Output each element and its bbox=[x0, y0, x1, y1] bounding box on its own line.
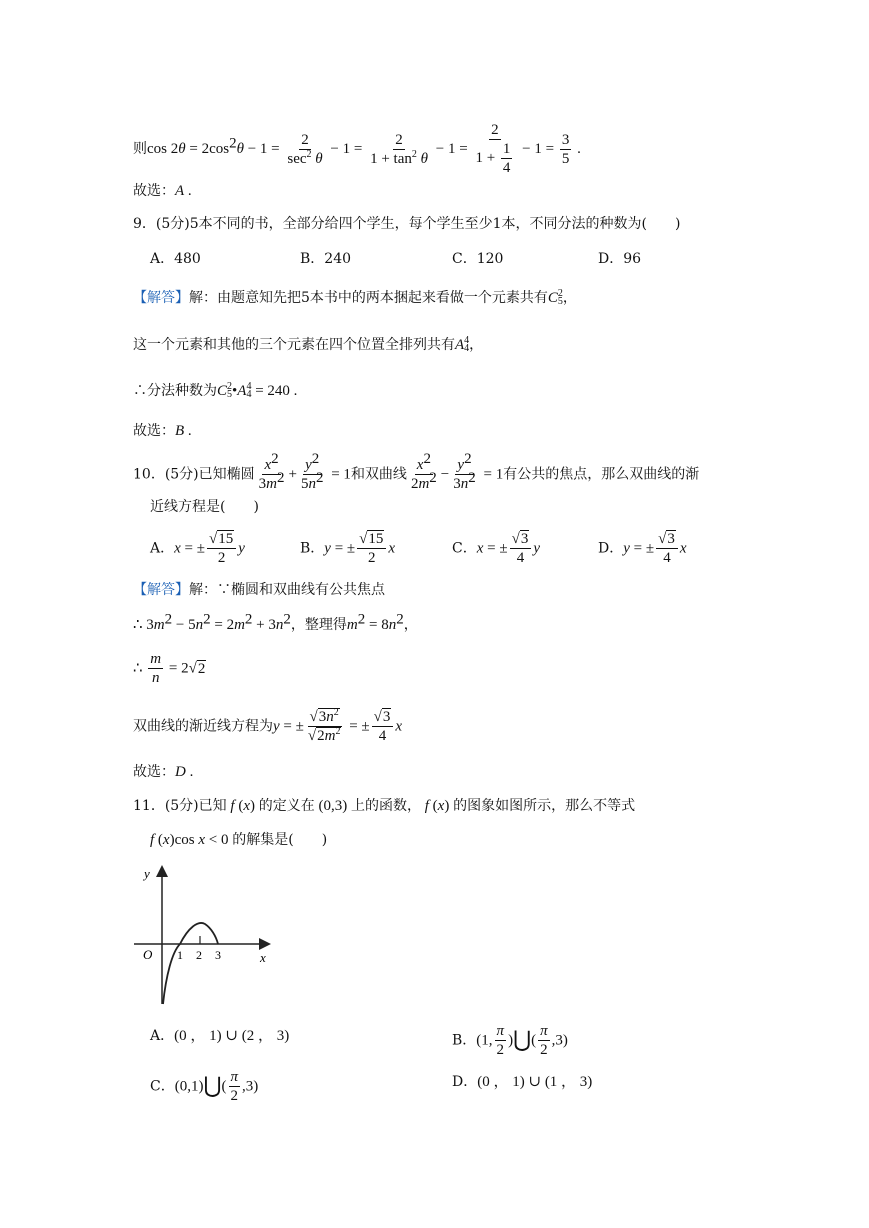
q11-option-d: D．(0 ， 1) ∪ (1 ， 3) bbox=[452, 1074, 593, 1090]
q10-stem-1: 10．(5分)已知椭圆 $\frac{x^2}{3m^2}$ + $\frac{y^2}{5n^2}$ = 1和双曲线 $\frac{x^2}{2m^2}$ − $\frac{y^2}{3n^2}$ = 1有公共的焦点，那么双曲线的渐 bbox=[133, 451, 700, 492]
function-curve bbox=[163, 923, 218, 1004]
x-axis-label: x bbox=[260, 950, 266, 965]
q9-option-c: C．120 bbox=[452, 251, 504, 267]
prev-answer: 故选：A . bbox=[133, 183, 192, 199]
q9-solution-1: 【解答】解：由题意知先把5本书中的两本捆起来看做一个元素共有C 2 5 ， bbox=[133, 288, 577, 307]
y-axis-label: y bbox=[144, 866, 150, 881]
tick-label-3: 3 bbox=[215, 948, 221, 962]
q10-solution-4: 双曲线的渐近线方程为y = ± $\frac{√3n^2}{√2m^2}$ = ± $\frac{√3}{4}$ x bbox=[133, 707, 403, 744]
q11-option-c: C．(0,1)⋃( $\frac{\pi}{2}$ ,3) bbox=[150, 1069, 259, 1104]
q10-solution-2: ∴ $3m^2 - 5n^2 = 2m^2 + 3n^2$，整理得$m^2 = 8n^2$， bbox=[133, 611, 418, 633]
origin-label: O bbox=[143, 947, 153, 962]
q10-option-b: B．y = ± $\frac{√15}{2}$ x bbox=[300, 531, 396, 566]
tick-label-1: 1 bbox=[177, 948, 183, 962]
q9-answer: 故选：B . bbox=[133, 423, 192, 439]
q9-option-a: A．480 bbox=[150, 251, 201, 267]
tick-label-2: 2 bbox=[196, 948, 202, 962]
solution-tag: 【解答】 bbox=[133, 290, 189, 306]
q9-solution-2: 这一个元素和其他的三个元素在四个位置全排列共有A 4 4 ， bbox=[133, 335, 484, 354]
q10-answer: 故选：D . bbox=[133, 764, 194, 780]
q10-option-c: C．x = ± $\frac{√3}{4}$ y bbox=[452, 531, 540, 566]
q11-option-a: A．(0 ， 1) ∪ (2 ， 3) bbox=[150, 1028, 290, 1044]
q11-option-b: B．(1, $\frac{\pi}{2}$ )⋃( $\frac{\pi}{2}$ ,3) bbox=[452, 1023, 568, 1058]
q9-stem: 9．(5分)5本不同的书，全部分给四个学生，每个学生至少1本，不同分法的种数为( ) bbox=[133, 216, 681, 232]
q10-option-a: A．x = ± $\frac{√15}{2}$ y bbox=[150, 531, 245, 566]
q10-solution-3: ∴ $\frac{m}{n}$ = 2√2 bbox=[133, 651, 206, 686]
function-graph bbox=[128, 858, 278, 1008]
q9-solution-3: ∴分法种数为C 2 5 •A 4 4 = 240 . bbox=[133, 381, 298, 400]
q9-option-d: D．96 bbox=[598, 251, 642, 267]
q10-option-d: D．y = ± $\frac{√3}{4}$ x bbox=[598, 531, 687, 566]
solution-tag: 【解答】 bbox=[133, 582, 189, 598]
q11-stem-1: 11．(5分)已知 f (x) 的定义在 (0,3) 上的函数， f (x) 的图象如图所示，那么不等式 bbox=[133, 798, 636, 814]
q10-solution-1: 【解答】解：∵椭圆和双曲线有公共焦点 bbox=[133, 582, 385, 598]
prev-prefix: 则 bbox=[133, 141, 147, 157]
q11-stem-2: f (x)cos x < 0 的解集是( ) bbox=[150, 832, 328, 848]
q10-stem-2: 近线方程是( ) bbox=[150, 499, 259, 515]
prev-solution-line: 则$\cos 2\theta = 2\cos^2\theta - 1$ = $\frac{2}{\sec^2 \theta}$ − 1 = $\frac{2}{1 + \tan^2 \theta}$ − 1 = 2 1 + $\frac{1}{4}$ − 1 = $\frac{3}{5}$ . bbox=[133, 122, 581, 176]
q9-option-b: B．240 bbox=[300, 251, 352, 267]
